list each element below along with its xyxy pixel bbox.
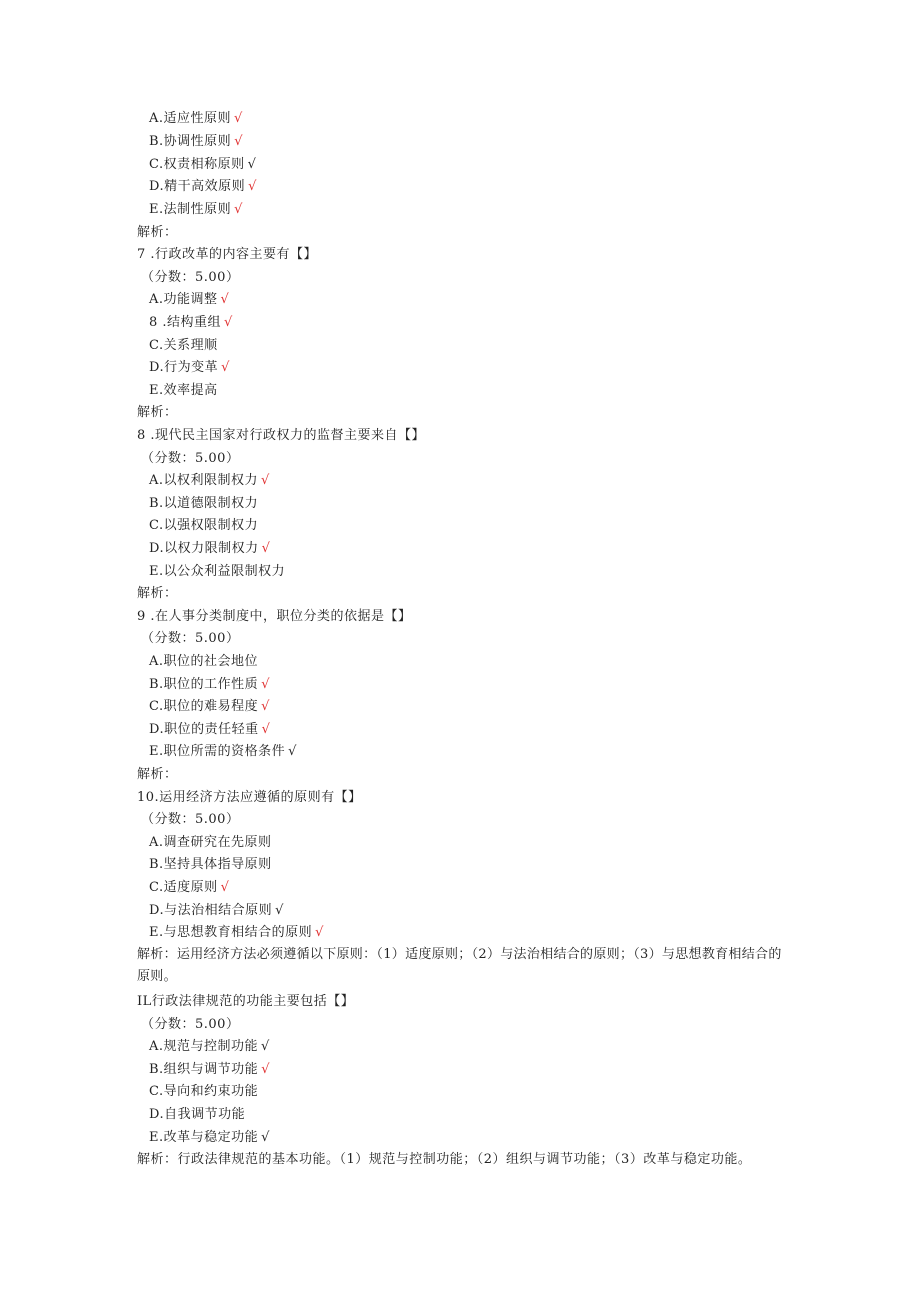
option-item: C.以强权限制权力 (149, 518, 259, 533)
option-item: E.法制性原则 √ (149, 202, 243, 217)
question-title: 10.运用经济方法应遵循的原则有【】 (137, 790, 362, 805)
check-mark-icon: √ (261, 1130, 270, 1145)
analysis-text: 解析：行政法律规范的基本功能。（1）规范与控制功能；（2）组织与调节功能；（3）改革与稳定功能。 (137, 1152, 752, 1167)
question-score: （分数：5.00） (141, 631, 240, 646)
check-mark-icon: √ (234, 134, 243, 149)
option-item: C.导向和约束功能 (149, 1084, 259, 1099)
check-mark-icon: √ (261, 722, 271, 737)
option-item: C.职位的难易程度 √ (149, 699, 270, 714)
analysis-label: 解析： (137, 586, 178, 601)
analysis-label: 解析： (137, 767, 178, 782)
option-item: 8 .结构重组 √ (149, 315, 233, 330)
question-title: 8 .现代民主国家对行政权力的监督主要来自【】 (137, 428, 426, 443)
question-title: 7 .行政改革的内容主要有【】 (137, 247, 318, 262)
option-item: E.效率提高 (149, 383, 218, 398)
check-mark-icon: √ (315, 925, 324, 940)
check-mark-icon: √ (247, 157, 257, 172)
option-item: D.精干高效原则 √ (149, 179, 257, 194)
option-item: B.以道德限制权力 (149, 496, 259, 511)
check-mark-icon: √ (220, 880, 230, 895)
option-item: B.坚持具体指导原则 (149, 857, 272, 872)
option-item: A.功能调整 √ (149, 292, 230, 307)
check-mark-icon: √ (261, 473, 270, 488)
check-mark-icon: √ (261, 699, 270, 714)
check-mark-icon: √ (221, 360, 230, 375)
option-item: B.职位的工作性质 √ (149, 677, 270, 692)
question-title: 9 .在人事分类制度中，职位分类的依据是【】 (137, 609, 412, 624)
option-item: E.以公众利益限制权力 (149, 564, 286, 579)
check-mark-icon: √ (234, 202, 243, 217)
option-item: B.协调性原则 √ (149, 134, 243, 149)
option-item: B.组织与调节功能 √ (149, 1062, 270, 1077)
analysis-label: 解析： (137, 405, 178, 420)
option-item: C.关系理顺 (149, 338, 218, 353)
question-score: （分数：5.00） (141, 270, 240, 285)
option-item: C.适度原则 √ (149, 880, 230, 895)
option-item: A.以权利限制权力 √ (149, 473, 270, 488)
option-item: D.自我调节功能 (149, 1107, 246, 1122)
option-item: E.与思想教育相结合的原则 √ (149, 925, 324, 940)
analysis-text: 解析：运用经济方法必须遵循以下原则：（1）适度原则；（2）与法治相结合的原则；（3）与思想教育相结合的原则。 (137, 947, 782, 984)
option-item: E.职位所需的资格条件 √ (149, 744, 297, 759)
question-score: （分数：5.00） (141, 1017, 240, 1032)
check-mark-icon: √ (261, 677, 270, 692)
option-item: C.权责相称原则 √ (149, 157, 257, 172)
question-title: IL行政法律规范的功能主要包括【】 (137, 994, 355, 1009)
check-mark-icon: √ (224, 315, 233, 330)
check-mark-icon: √ (248, 179, 257, 194)
option-item: A.规范与控制功能 √ (149, 1039, 270, 1054)
question-score: （分数：5.00） (141, 812, 240, 827)
check-mark-icon: √ (234, 111, 243, 126)
option-item: A.职位的社会地位 (149, 654, 259, 669)
option-item: D.行为变革 √ (149, 360, 230, 375)
option-item: D.与法治相结合原则 √ (149, 903, 284, 918)
check-mark-icon: √ (261, 1062, 270, 1077)
option-item: A.调查研究在先原则 (149, 835, 272, 850)
check-mark-icon: √ (220, 292, 230, 307)
option-item: D.职位的责任轻重 √ (149, 722, 271, 737)
option-item: D.以权力限制权力 √ (149, 541, 271, 556)
check-mark-icon: √ (288, 744, 297, 759)
option-item: A.适应性原则 √ (149, 111, 243, 126)
option-item: E.改革与稳定功能 √ (149, 1130, 270, 1145)
check-mark-icon: √ (275, 903, 284, 918)
check-mark-icon: √ (261, 541, 271, 556)
question-score: （分数：5.00） (141, 451, 240, 466)
check-mark-icon: √ (261, 1039, 270, 1054)
analysis-label: 解析： (137, 225, 178, 240)
